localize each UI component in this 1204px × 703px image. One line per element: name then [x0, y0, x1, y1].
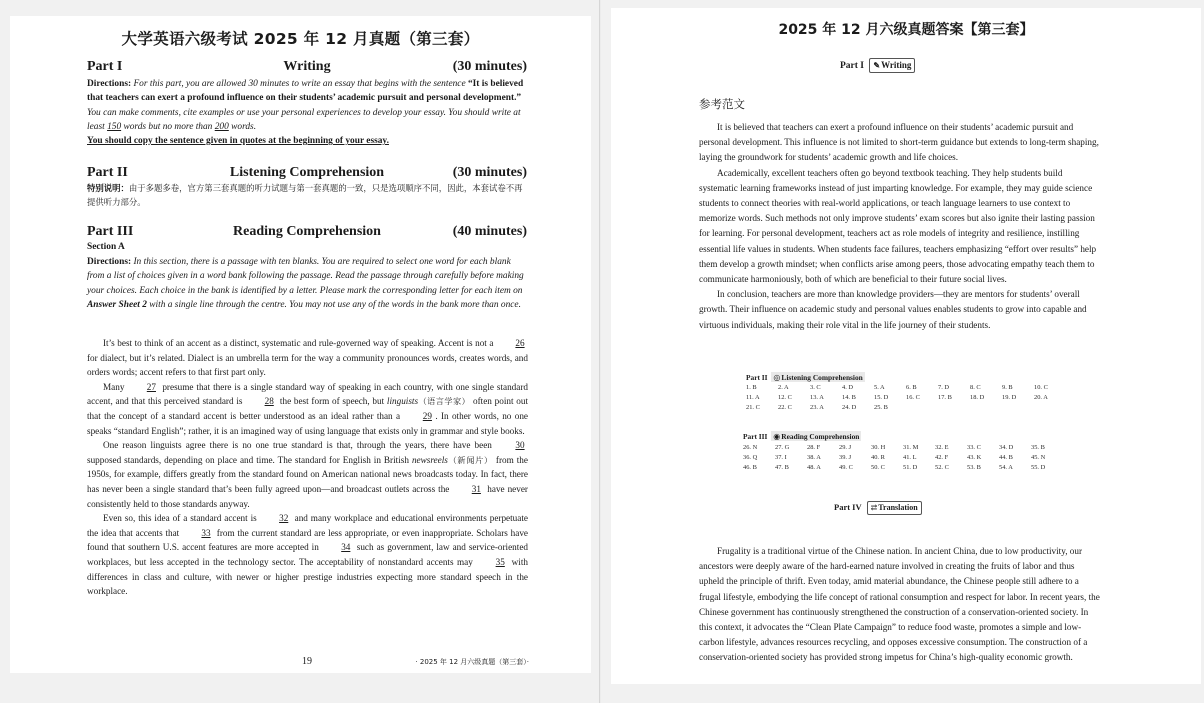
- answer-cell: 8. C: [970, 384, 981, 391]
- essay-paragraph: In conclusion, teachers are more than knowledge providers—they are mentors for students’ overall growth. Their influence on academic study and personal values enables students to grow into capable and virtuous individuals, making their role vital in the life journey of their students.: [699, 289, 1087, 330]
- part1-directions: [87, 77, 527, 148]
- special-note-text: 由于多题多卷，官方第三套真题的听力试题与第一套真题的一致，只是选项顺序不同，因此，本套试卷不再提供听力部分。: [87, 183, 523, 207]
- page-title: 大学英语六级考试 2025 年 12 月真题（第三套）: [121, 30, 480, 48]
- part-number: Part III: [743, 432, 768, 441]
- answer-cell: 55. D: [1031, 464, 1046, 472]
- answer-cell: 26. N: [743, 444, 758, 451]
- answer-cell: 37. I: [775, 454, 787, 462]
- directions-text: with a single line through the centre. You may not use any of the words in the bank more than once.: [146, 299, 521, 310]
- passage-paragraph: Many 27 presume that there is a single standard way of speaking in each country, with one single standard accent, and that this perceived standard is 28 the best form of speech, but linguists（语言学家） often point out that the concept of a standard accent is better understood as an ideal rather than a 29 . In other words, no one speaks “standard English”; rather, it is an imagined way of using language that exists only in grammar and style books.: [87, 381, 528, 436]
- answer-cell: 46. B: [743, 464, 757, 472]
- answer-cell: 35. B: [1031, 444, 1045, 451]
- answer-cell: 9. B: [1002, 384, 1013, 391]
- blank-31: 31: [471, 483, 481, 494]
- copy-sentence-note: You should copy the sentence given in quotes at the beginning of your essay.: [87, 136, 389, 147]
- answer-sheet-ref: Answer Sheet 2: [87, 299, 147, 310]
- blank-30: 30: [515, 440, 525, 451]
- essay-prompt-quote: “It is believed that teachers can exert a profound influence on their students’ academic pursuit and personal development.”: [87, 79, 524, 104]
- answer-cell: 5. A: [874, 384, 885, 391]
- max-word-count: 200: [214, 121, 229, 132]
- directions-text: words.: [228, 121, 257, 132]
- answer-cell: 19. D: [1002, 394, 1017, 402]
- answer-cell: 53. B: [967, 464, 981, 472]
- answer-cell: 1. B: [746, 384, 757, 391]
- part-tag: ◉Reading Comprehension: [773, 432, 860, 441]
- answer-cell: 12. C: [778, 394, 792, 402]
- answer-cell: 48. A: [807, 464, 821, 472]
- part2-answer-grid: [746, 383, 1066, 414]
- part-number: Part I: [840, 61, 865, 71]
- essay-paragraph: Academically, excellent teachers often go beyond textbook teaching. They help students build systematic learning frameworks instead of just imparting knowledge. For example, they may guide science students to connect theories with real-world applications, or teach language learners to use context to memorize words. Such methods not only improve students’ exam scores but also ignite their lasting passion for learning. For personal development, teachers act as role models of integrity and resilience, instilling essential life values in students. When students face failures, teachers emphasizing “effort over results” help them develop a growth mindset; when conflicts arise among peers, those advocating empathy teach them to communicate harmoniously, both of which are beneficial to their future social lives.: [699, 167, 1097, 285]
- blank-32: 32: [279, 513, 289, 524]
- part1-name: Writing: [283, 59, 331, 74]
- part3-time: (40 minutes): [452, 224, 527, 239]
- answer-cell: 45. N: [1031, 454, 1046, 462]
- min-word-count: 150: [107, 121, 122, 132]
- answer-cell: 51. D: [903, 464, 918, 472]
- answer-cell: 15. D: [874, 394, 889, 402]
- answer-cell: 16. C: [906, 394, 920, 402]
- answer-cell: 17. B: [938, 394, 952, 402]
- answer-cell: 52. C: [935, 464, 949, 472]
- directions-text: You can make comments, cite examples or use your personal experiences to develop your essay. You should write at least: [87, 107, 521, 132]
- part-tag: ◎Listening Comprehension: [773, 373, 863, 382]
- answer-cell: 30. H: [871, 444, 886, 451]
- blank-26: 26: [515, 338, 525, 348]
- section-a-label: Section A: [87, 242, 125, 252]
- translation-paragraph: Frugality is a traditional virtue of the Chinese nation. In ancient China, due to low productivity, our ancestors were deeply aware of the hard-earned nature involved in creating the fruits of labor and thus upheld the principle of thrift. Even today, amid material abundance, the Chinese people still adhere to a frugal lifestyle, embodying the life concept of rational consumption and respect for labor. In recent years, the Chinese government has continuously strengthened the construction of a conservation-oriented society. In this context, it advocates the “Clean Plate Campaign” to reduce food waste, promotes a simple and low-carbon lifestyle, advances resources recycling, and opposes excessive consumption. The construction of a conservation-oriented society has provided strong impetus for China’s high-quality economic growth.: [699, 546, 1100, 663]
- answer-cell: 41. L: [903, 454, 917, 462]
- answer-cell: 44. B: [999, 454, 1013, 462]
- part3-answer-heading: [743, 431, 861, 441]
- part-number: Part IV: [834, 502, 862, 512]
- answer-cell: 33. C: [967, 444, 981, 451]
- answer-cell: 29. J: [839, 444, 852, 451]
- answers-title: 2025 年 12 月六级真题答案【第三套】: [778, 22, 1034, 38]
- answer-cell: 28. F: [807, 444, 821, 451]
- blank-29: 29: [422, 410, 432, 421]
- answer-cell: 25. B: [874, 404, 888, 412]
- answer-cell: 49. C: [839, 464, 853, 472]
- answer-cell: 40. R: [871, 454, 885, 462]
- answer-cell: 18. D: [970, 394, 985, 402]
- answer-cell: 21. C: [746, 404, 760, 412]
- exam-paper-page: [10, 16, 591, 673]
- part2-name: Listening Comprehension: [229, 165, 385, 180]
- part2-number: Part II: [87, 165, 128, 180]
- part1-number: Part I: [87, 59, 123, 74]
- answer-cell: 6. B: [906, 384, 917, 391]
- part1-answer-heading: [840, 58, 915, 73]
- answer-cell: 34. D: [999, 444, 1014, 451]
- answer-cell: 31. M: [903, 444, 919, 451]
- blank-28: 28: [264, 396, 274, 407]
- answer-cell: 14. B: [842, 394, 856, 402]
- answer-cell: 47. B: [775, 464, 789, 472]
- answer-cell: 54. A: [999, 464, 1013, 472]
- blank-27: 27: [146, 381, 156, 392]
- essay-paragraph: It is believed that teachers can exert a profound influence on their students’ academic pursuit and personal development. This influence is not limited to short-term guidance but extends to long-term shaping, laying the groundwork for students’ academic growth and life choices.: [699, 122, 1099, 163]
- directions-text: For this part, you are allowed 30 minutes to write an essay that begins with the sentence: [131, 79, 468, 89]
- answer-cell: 38. A: [807, 454, 821, 462]
- answer-cell: 39. J: [839, 454, 852, 462]
- answer-cell: 2. A: [778, 384, 789, 391]
- part3-heading: [87, 224, 527, 242]
- part1-heading: [87, 59, 527, 77]
- part2-heading: [87, 165, 527, 183]
- part1-time: (30 minutes): [452, 59, 527, 74]
- answer-cell: 50. C: [871, 464, 885, 472]
- answer-cell: 24. D: [842, 404, 857, 412]
- part2-time: (30 minutes): [452, 165, 527, 180]
- answer-cell: 22. C: [778, 404, 792, 412]
- answer-cell: 10. C: [1034, 384, 1048, 391]
- translate-icon: ⇄: [870, 503, 878, 512]
- part2-special-note: [87, 182, 527, 209]
- answer-key-page: [611, 8, 1201, 684]
- answer-cell: 7. D: [938, 384, 950, 391]
- left-document-pane[interactable]: [0, 0, 600, 703]
- reading-passage: [87, 336, 528, 599]
- answer-cell: 27. G: [775, 444, 790, 451]
- passage-paragraph: Even so, this idea of a standard accent is 32 and many workplace and educational environments perpetuate the idea that accents that 33 from the current standard are less appropriate, or even inappropriate. Scholars have found that southern U.S. accent features are more accepted in 34 such as government, law and service-oriented workplaces, but less accepted in the technology sector. The acceptability of nonstandard accents may 35 with differences in class and culture, with newer or higher prestige industries expecting more standard speech in the workplace.: [87, 513, 528, 597]
- answer-cell: 11. A: [746, 394, 760, 402]
- sample-essay-label: 参考范文: [699, 97, 745, 111]
- part-number: Part II: [746, 373, 768, 382]
- blank-35: 35: [495, 556, 505, 567]
- answer-cell: 13. A: [810, 394, 824, 402]
- part-tag: ⇄Translation: [867, 501, 922, 515]
- part2-answer-heading: [746, 372, 865, 382]
- passage-paragraph: One reason linguists agree there is no one true standard is that, through the years, there have been 30 supposed standards, depending on place and time. The standard for English in British newsreels（新闻片） from the 1950s, for example, differs greatly from the standard found on American national news broadcasts today. In fact, there has never been a single standard that’s been fully agreed upon—and broadcast outlets across the 31 have never consistently held to those standards anyway.: [87, 440, 528, 509]
- answer-cell: 32. E: [935, 444, 949, 451]
- book-icon: ◉: [773, 432, 781, 441]
- blank-34: 34: [341, 542, 351, 553]
- answer-cell: 43. K: [967, 454, 982, 462]
- blank-33: 33: [201, 527, 211, 538]
- answer-cell: 36. Q: [743, 454, 758, 462]
- directions-text: words but no more than: [121, 121, 215, 132]
- answer-cell: 20. A: [1034, 394, 1048, 402]
- headphone-icon: ◎: [773, 373, 781, 382]
- right-document-pane[interactable]: [601, 0, 1204, 703]
- part3-number: Part III: [87, 224, 134, 239]
- directions-text: In this section, there is a passage with ten blanks. You are required to select one word for each blank from a list of choices given in a word bank following the passage. Read the passage through carefully before making your choices. Each choice in the bank is identified by a letter. Please mark the corresponding letter for each item on: [87, 257, 524, 296]
- directions-label: Directions:: [87, 257, 132, 267]
- translation-answer: [699, 544, 1101, 666]
- passage-paragraph: It’s best to think of an accent as a distinct, systematic and rule-governed way of speaking. Accent is not a 26 for dialect, but it’s related. Dialect is an umbrella term for the way a community pronounces words, creates words, and orders words; accent refers to that first part only.: [87, 338, 528, 378]
- special-note-label: 特别说明：: [87, 183, 129, 193]
- sample-essay: [699, 120, 1101, 333]
- page-footer-tag: · 2025 年 12 月六级真题（第三套）·: [415, 658, 529, 666]
- answer-cell: 23. A: [810, 404, 824, 412]
- page-number: 19: [302, 656, 312, 667]
- answer-cell: 3. C: [810, 384, 821, 391]
- directions-label: Directions:: [87, 79, 132, 89]
- part3-answer-grid: [743, 443, 1063, 474]
- part4-answer-heading: [834, 501, 922, 515]
- pencil-icon: ✎: [873, 61, 881, 70]
- part3-name: Reading Comprehension: [233, 224, 381, 239]
- part-tag: ✎Writing: [869, 58, 915, 73]
- answer-cell: 42. F: [935, 454, 949, 462]
- part3-directions: [87, 255, 527, 312]
- answer-cell: 4. D: [842, 384, 854, 391]
